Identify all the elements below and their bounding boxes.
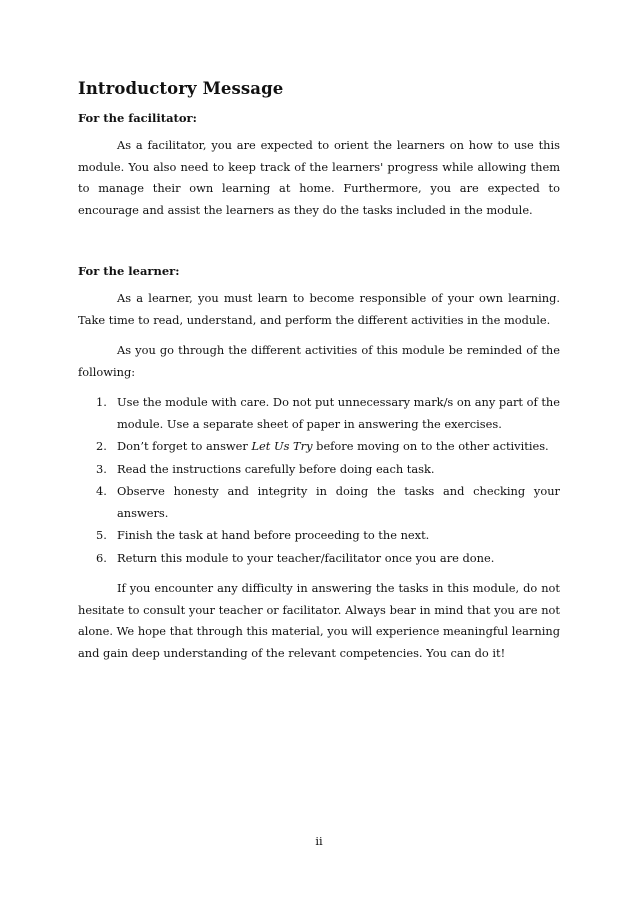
list-item-text: Return this module to your teacher/facilitator once you are done. — [117, 550, 495, 565]
list-item-text: Use the module with care. Do not put unnecessary mark/s on any part of the module. Use a separate sheet of paper in answering the exercises. — [117, 395, 560, 431]
list-item-text-before: Don’t forget to answer — [117, 439, 252, 453]
list-item-number: 5. — [96, 528, 107, 542]
list-item-number: 2. — [96, 439, 107, 453]
list-item-text: Finish the task at hand before proceeding to the next. — [117, 528, 430, 542]
closing-paragraph: If you encounter any difficulty in answering the tasks in this module, do not hesitate to consult your teacher or facilitator. Always bear in mind that you are not alone. We hope that through this material, you will experience meaningful learning and gain deep understanding of the relevant competencies. You can do it! — [78, 581, 560, 660]
document-page — [78, 78, 560, 664]
list-item — [78, 548, 560, 570]
list-item-number: 6. — [96, 550, 107, 565]
list-item-number: 4. — [96, 484, 107, 498]
page-number: ii — [315, 834, 323, 848]
list-item-number: 1. — [96, 395, 107, 409]
learner-paragraph-2: As you go through the different activities of this module be reminded of the following: — [78, 343, 560, 379]
reminder-list — [78, 392, 560, 569]
facilitator-paragraph: As a facilitator, you are expected to orient the learners on how to use this module. You also need to keep track of the learners' progress while allowing them to manage their own learning at home. Furthermore, you are expected to encourage and assist the learners as they do the tasks included in the module. — [78, 138, 560, 217]
list-item — [78, 436, 560, 458]
list-item-text: Read the instructions carefully before doing each task. — [117, 461, 435, 476]
list-item — [78, 481, 560, 524]
list-item — [78, 525, 560, 547]
list-item — [78, 459, 560, 481]
list-item-text: Observe honesty and integrity in doing the tasks and checking your answers. — [117, 484, 560, 520]
learner-heading: For the learner: — [78, 264, 180, 278]
list-item-text-after: before moving on to the other activities. — [312, 439, 549, 453]
list-item-number: 3. — [96, 461, 107, 476]
list-item — [78, 392, 560, 435]
facilitator-heading: For the facilitator: — [78, 111, 197, 125]
page-title: Introductory Message — [78, 79, 284, 98]
let-us-try-emphasis: Let Us Try — [251, 439, 313, 453]
learner-paragraph-1: As a learner, you must learn to become responsible of your own learning. Take time to read, understand, and perform the different activities in the module. — [78, 291, 560, 327]
